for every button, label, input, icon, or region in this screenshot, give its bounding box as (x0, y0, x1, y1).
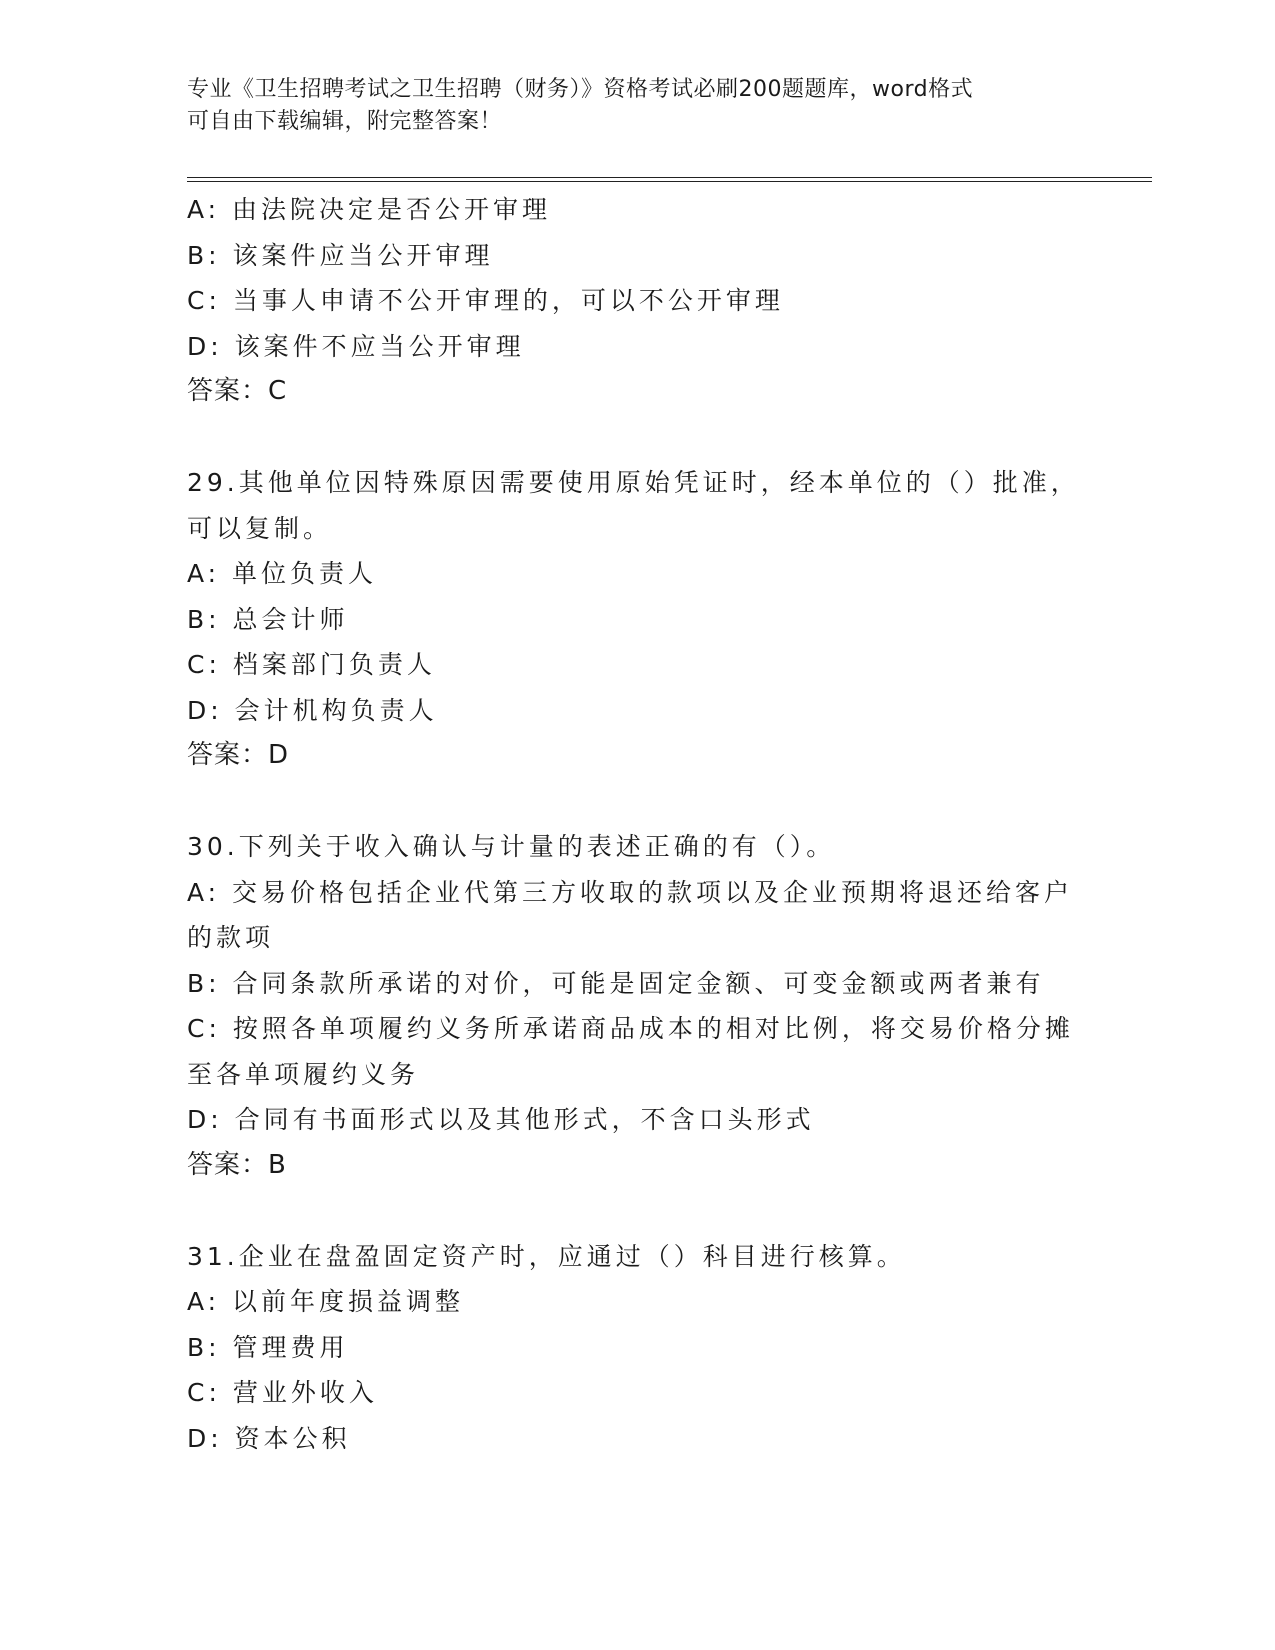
option-c: C: 当事人申请不公开审理的，可以不公开审理 (187, 286, 784, 315)
option-a: A: 单位负责人 (187, 559, 378, 588)
option-b: B: 合同条款所承诺的对价，可能是固定金额、可变金额或两者兼有 (187, 968, 1045, 998)
option-b: B: 管理费用 (187, 1332, 349, 1362)
option-c: C: 按照各单项履约义务所承诺商品成本的相对比例，将交易价格分摊 (187, 1014, 1074, 1043)
option-b: B: 该案件应当公开审理 (187, 240, 494, 270)
question-29 (187, 460, 1087, 779)
spacer (187, 1188, 1087, 1234)
header-line-1: 专业《卫生招聘考试之卫生招聘（财务）》资格考试必刷200题题库，word格式 (187, 77, 974, 102)
answer: 答案：C (187, 376, 288, 406)
question-stem: 30.下列关于收入确认与计量的表述正确的有（）。 (187, 832, 836, 861)
question-stem: 31.企业在盘盈固定资产时，应通过（）科目进行核算。 (187, 1241, 906, 1271)
option-d: D: 合同有书面形式以及其他形式，不含口头形式 (187, 1105, 815, 1134)
question-28 (187, 187, 1087, 415)
option-d: D: 会计机构负责人 (187, 695, 438, 725)
option-a-continued: 的款项 (187, 923, 275, 952)
header-line-2: 可自由下载编辑，附完整答案！ (187, 109, 503, 134)
question-stem-continued: 可以复制。 (187, 513, 333, 543)
option-c: C: 档案部门负责人 (187, 650, 436, 679)
spacer (187, 415, 1087, 461)
question-31 (187, 1234, 1087, 1462)
option-a: A: 交易价格包括企业代第三方收取的款项以及企业预期将退还给客户 (187, 877, 1074, 907)
option-a: A: 以前年度损益调整 (187, 1287, 465, 1316)
header-divider (187, 177, 1152, 182)
answer: 答案：D (187, 740, 290, 770)
question-stem: 29.其他单位因特殊原因需要使用原始凭证时，经本单位的（）批准， (187, 468, 1080, 497)
option-b: B: 总会计师 (187, 604, 349, 634)
answer: 答案：B (187, 1149, 287, 1180)
option-c-continued: 至各单项履约义务 (187, 1059, 420, 1089)
document-header (187, 74, 1067, 138)
spacer (187, 779, 1087, 825)
option-d: D: 该案件不应当公开审理 (187, 331, 525, 361)
option-a: A: 由法院决定是否公开审理 (187, 195, 552, 224)
option-c: C: 营业外收入 (187, 1378, 378, 1407)
option-d: D: 资本公积 (187, 1423, 351, 1453)
question-list (187, 187, 1087, 1461)
question-30 (187, 824, 1087, 1188)
